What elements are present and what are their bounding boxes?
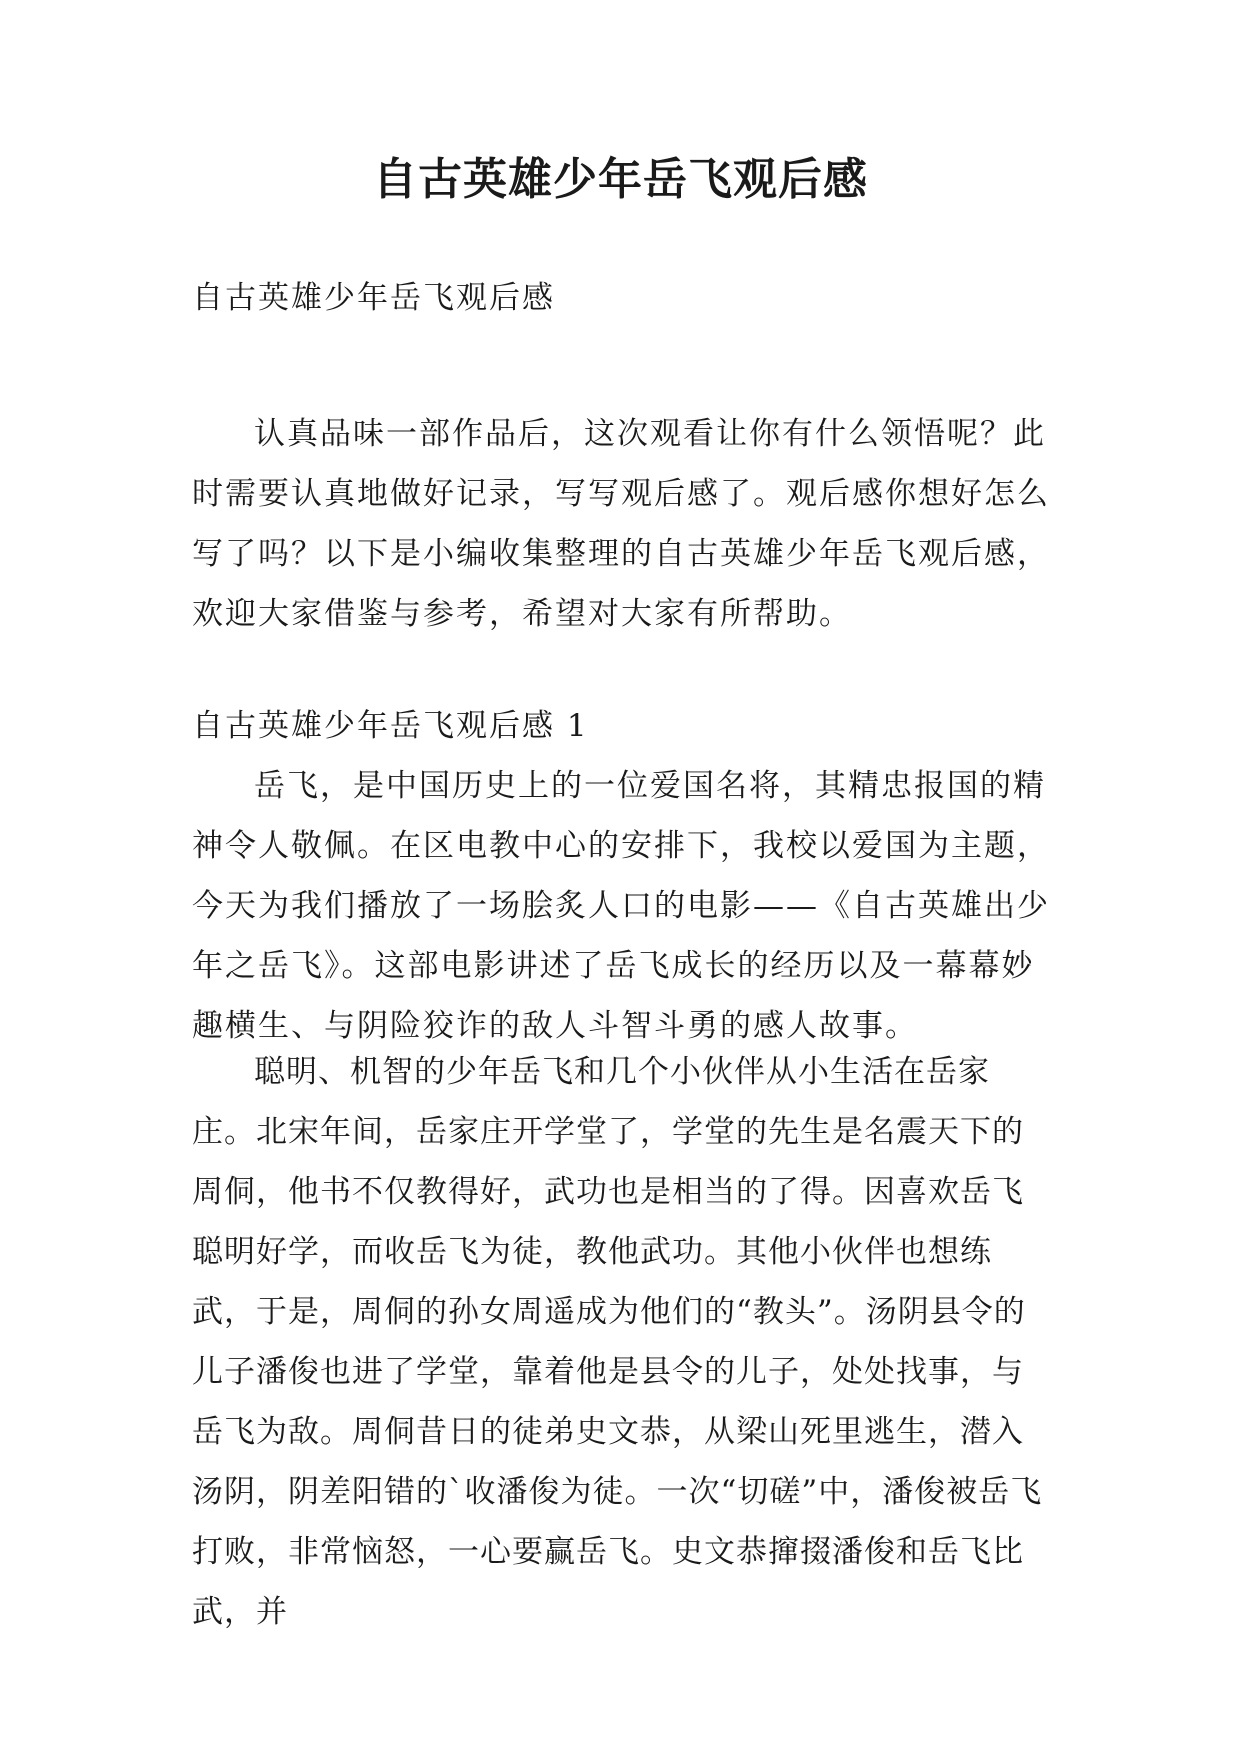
intro-paragraph: 认真品味一部作品后，这次观看让你有什么领悟呢？此时需要认真地做好记录，写写观后感了。观后感你想好怎么写了吗？以下是小编收集整理的自古英雄少年岳飞观后感，欢迎大家借鉴与参考，希望对大家有所帮助。 [192, 416, 1050, 632]
document-subtitle: 自古英雄少年岳飞观后感 [192, 280, 555, 316]
body-paragraph: 聪明、机智的少年岳飞和几个小伙伴从小生活在岳家庄。北宋年间，岳家庄开学堂了，学堂的先生是名震天下的周侗，他书不仅教得好，武功也是相当的了得。因喜欢岳飞聪明好学，而收岳飞为徒，教他武功。其他小伙伴也想练武，于是，周侗的孙女周遥成为他们的“教头”。汤阴县令的儿子潘俊也进了学堂，靠着他是县令的儿子，处处找事，与岳飞为敌。周侗昔日的徒弟史文恭，从梁山死里逃生，潜入汤阴，阴差阳错的`收潘俊为徒。一次“切磋”中，潘俊被岳飞打败，非常恼怒，一心要赢岳飞。史文恭撺掇潘俊和岳飞比武，并 [192, 1054, 1043, 1630]
body-paragraph: 岳飞，是中国历史上的一位爱国名将，其精忠报国的精神令人敬佩。在区电教中心的安排下，我校以爱国为主题，今天为我们播放了一场脍炙人口的电影——《自古英雄出少年之岳飞》。这部电影讲述了岳飞成长的经历以及一幕幕妙趣横生、与阴险狡诈的敌人斗智斗勇的感人故事。 [192, 768, 1050, 1044]
section-heading: 自古英雄少年岳飞观后感 1 [192, 708, 589, 744]
document-title: 自古英雄少年岳飞观后感 [373, 154, 868, 205]
